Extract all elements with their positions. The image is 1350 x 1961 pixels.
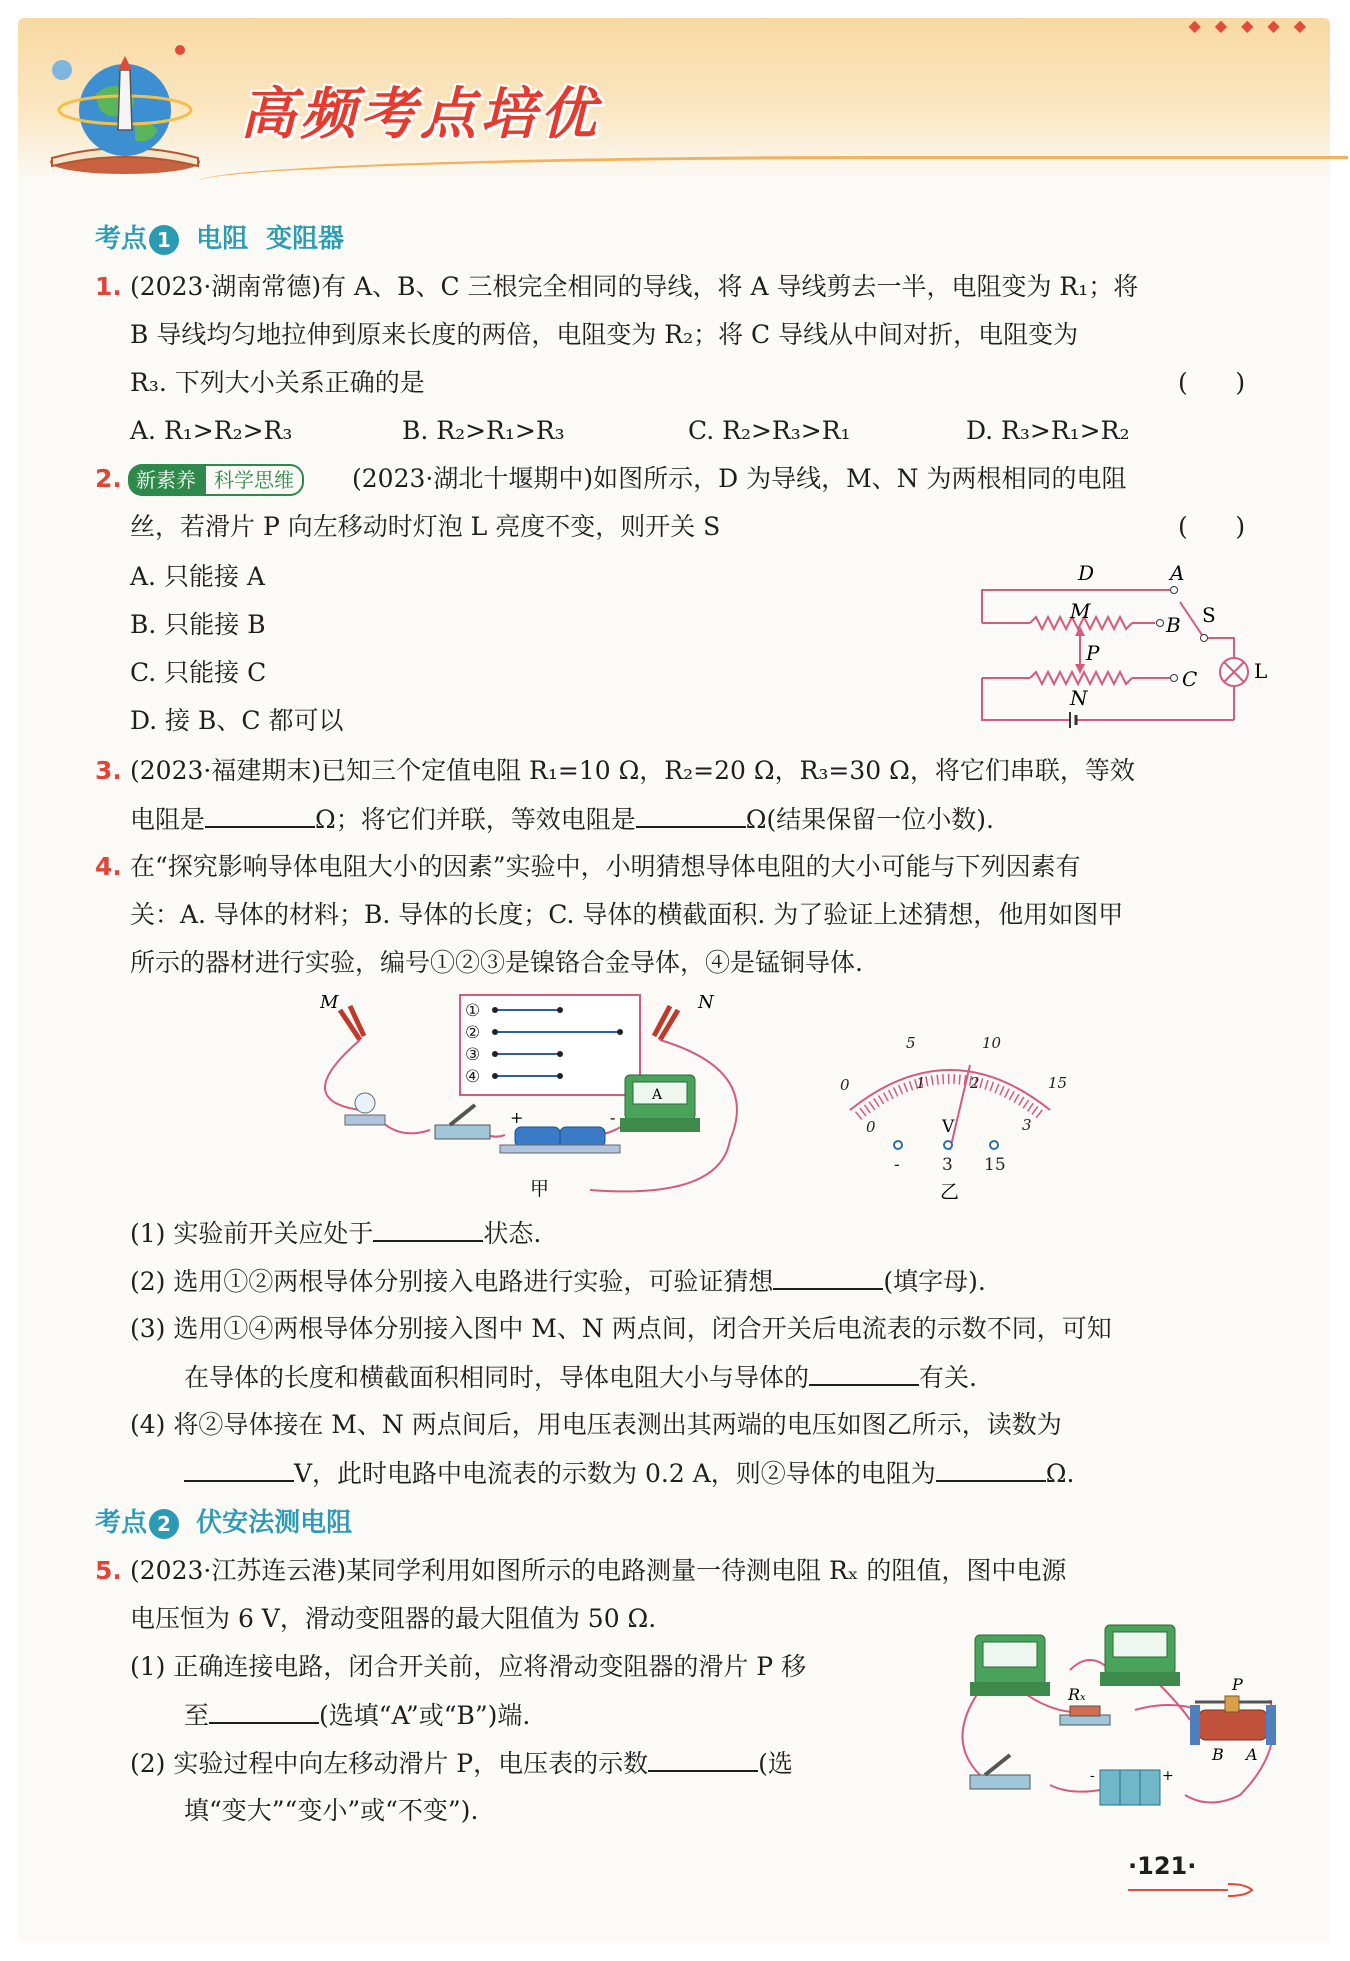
q4-sub-1 [130, 1216, 541, 1251]
q3-text: 电阻是 [130, 805, 206, 834]
q5-text: 至 [184, 1701, 210, 1730]
header-banner [18, 18, 1330, 183]
label-b: B [1166, 613, 1181, 637]
terminal-3: 3 [942, 1155, 953, 1175]
q1-line-3: R₃. 下列大小关系正确的是 [130, 368, 425, 397]
q3-text: Ω；将它们并联，等效电阻是 [315, 805, 636, 834]
q4-line-1: 在“探究影响导体电阻大小的因素”实验中，小明猜想导体电阻的大小可能与下列因素有 [130, 852, 1081, 881]
q1-option-a: A. R₁>R₂>R₃ [130, 416, 293, 445]
literacy-badge [128, 462, 304, 496]
q2-option-a: A. 只能接 A [130, 562, 265, 591]
q1-option-c: C. R₂>R₃>R₁ [688, 416, 851, 445]
q2-line-2: 丝，若滑片 P 向左移动时灯泡 L 亮度不变，则开关 S [130, 512, 721, 541]
badge-new-literacy: 新素养 [128, 464, 204, 496]
answer-blank[interactable] [209, 1698, 319, 1724]
banner-curve [198, 156, 1348, 199]
q3-line-1: (2023·福建期末)已知三个定值电阻 R₁=10 Ω，R₂=20 Ω，R₃=30 Ω，将它们串联，等效 [130, 756, 1135, 785]
scale-top-15: 15 [1048, 1074, 1068, 1092]
question-number: 1. [95, 272, 122, 301]
label-c: C [1182, 667, 1198, 691]
scale-bottom-0: 0 [866, 1118, 876, 1136]
q5-text: (选填“A”或“B”)端. [319, 1701, 531, 1730]
q3-line-2 [130, 802, 994, 837]
scale-top-0: 0 [840, 1076, 850, 1094]
q4-text: 状态. [483, 1219, 542, 1248]
q4-figure-a-circuit [320, 990, 750, 1200]
battery-minus: - [610, 1108, 616, 1127]
section-title: 伏安法测电阻 [196, 1508, 353, 1538]
answer-blank[interactable] [809, 1360, 919, 1386]
label-p: P [1232, 1675, 1243, 1694]
answer-blank[interactable] [184, 1456, 294, 1482]
label-n: N [1070, 686, 1088, 710]
scale-top-5: 5 [906, 1034, 916, 1052]
q4-text: Ω. [1045, 1459, 1075, 1488]
q5-sub-1: (1) 正确连接电路，闭合开关前，应将滑动变阻器的滑片 P 移 [130, 1652, 807, 1681]
battery-plus: + [1162, 1768, 1174, 1784]
question-number: 3. [95, 756, 122, 785]
header-title: 高频考点培优 [240, 82, 600, 147]
answer-blank[interactable] [205, 802, 315, 828]
figure-caption-a: 甲 [530, 1178, 550, 1200]
scale-top-10: 10 [982, 1034, 1002, 1052]
section-number: 2 [149, 1509, 179, 1539]
scale-bottom-1: 1 [916, 1074, 926, 1092]
label-a: A [1246, 1745, 1258, 1764]
question-number: 2. [95, 464, 122, 493]
section-number: 1 [149, 225, 179, 255]
page-number-underline [1128, 1882, 1258, 1902]
label-s: S [1202, 603, 1216, 627]
answer-paren: ( ) [1178, 512, 1246, 541]
q3-text: Ω(结果保留一位小数). [745, 805, 994, 834]
q1-line-1: (2023·湖南常德)有 A、B、C 三根完全相同的导线，将 A 导线剪去一半，电阻变为 R₁；将 [130, 272, 1139, 301]
section-heading-2 [95, 1502, 352, 1539]
q4-sub-3-cont [184, 1360, 977, 1395]
figure-caption-b: 乙 [940, 1181, 960, 1200]
section-label: 考点 [95, 1508, 148, 1538]
label-m: M [1070, 599, 1091, 623]
q4-text: (填字母). [883, 1267, 986, 1296]
terminal-minus: - [894, 1155, 900, 1175]
label-l: L [1254, 659, 1268, 683]
badge-scientific-thinking: 科学思维 [204, 464, 304, 496]
q5-line-2: 电压恒为 6 V，滑动变阻器的最大阻值为 50 Ω. [130, 1604, 657, 1633]
q2-option-c: C. 只能接 C [130, 658, 267, 687]
q4-text: (1) 实验前开关应处于 [130, 1219, 374, 1248]
q4-text: 有关. [919, 1363, 977, 1392]
q5-sub-2-cont: 填“变大”“变小”或“不变”). [184, 1796, 479, 1825]
q4-sub-4-cont [184, 1456, 1074, 1491]
battery-minus: - [1090, 1768, 1095, 1784]
label-b: B [1212, 1745, 1224, 1764]
q4-line-3: 所示的器材进行实验，编号①②③是镍铬合金导体，④是锰铜导体. [130, 948, 863, 977]
answer-paren: ( ) [1178, 368, 1246, 397]
label-n: N [698, 992, 714, 1013]
question-number: 4. [95, 852, 122, 881]
terminal-15: 15 [984, 1155, 1006, 1175]
section-label: 考点 [95, 224, 148, 254]
q4-text: V，此时电路中电流表的示数为 0.2 A，则②导体的电阻为 [294, 1459, 936, 1488]
wire-label-4: ④ [465, 1067, 481, 1087]
q5-circuit-figure [940, 1610, 1280, 1810]
answer-blank[interactable] [373, 1216, 483, 1242]
q5-text: (选 [758, 1749, 793, 1778]
q4-sub-3: (3) 选用①④两根导体分别接入图中 M、N 两点间，闭合开关后电流表的示数不同，可知 [130, 1314, 1112, 1343]
label-d: D [1078, 561, 1095, 585]
q2-circuit-diagram [970, 560, 1270, 735]
q5-sub-1-cont [184, 1698, 530, 1733]
scale-bottom-2: 2 [970, 1074, 980, 1092]
q2-option-d: D. 接 B、C 都可以 [130, 706, 344, 735]
q4-line-2: 关：A. 导体的材料；B. 导体的长度；C. 导体的横截面积. 为了验证上述猜想，他用如图甲 [130, 900, 1124, 929]
page-number: ·121· [1128, 1852, 1197, 1880]
q5-line-1: (2023·江苏连云港)某同学利用如图所示的电路测量一待测电阻 Rₓ 的阻值，图中电源 [130, 1556, 1067, 1585]
q5-sub-2 [130, 1746, 793, 1781]
q4-figure-b-voltmeter [830, 1020, 1080, 1200]
q4-text: (2) 选用①②两根导体分别接入电路进行实验，可验证猜想 [130, 1267, 774, 1296]
q2-line-1: (2023·湖北十堰期中)如图所示，D 为导线，M、N 为两根相同的电阻 [352, 464, 1127, 493]
section-title: 电阻 变阻器 [196, 224, 345, 254]
question-number: 5. [95, 1556, 122, 1585]
voltmeter-unit: V [942, 1117, 955, 1137]
q4-sub-4: (4) 将②导体接在 M、N 两点间后，用电压表测出其两端的电压如图乙所示，读数为 [130, 1410, 1062, 1439]
scale-bottom-3: 3 [1022, 1116, 1032, 1134]
wire-label-3: ③ [465, 1045, 481, 1065]
battery-plus: + [510, 1108, 524, 1127]
q1-line-2: B 导线均匀地拉伸到原来长度的两倍，电阻变为 R₂；将 C 导线从中间对折，电阻变为 [130, 320, 1079, 349]
label-a: A [1170, 561, 1185, 585]
label-m: M [320, 992, 339, 1013]
answer-blank[interactable] [648, 1746, 758, 1772]
answer-blank[interactable] [636, 802, 746, 828]
label-rx: Rₓ [1068, 1685, 1086, 1704]
banner-decoration: ◆◆◆◆◆ [1188, 16, 1320, 35]
q4-text: 在导体的长度和横截面积相同时，导体电阻大小与导体的 [184, 1363, 810, 1392]
q4-sub-2 [130, 1264, 986, 1299]
q1-option-d: D. R₃>R₁>R₂ [966, 416, 1130, 445]
q2-option-b: B. 只能接 B [130, 610, 266, 639]
section-heading-1 [95, 218, 344, 255]
wire-label-1: ① [465, 1001, 481, 1021]
label-p: P [1086, 641, 1100, 665]
globe-book-icon [40, 30, 210, 180]
answer-blank[interactable] [773, 1264, 883, 1290]
answer-blank[interactable] [936, 1456, 1046, 1482]
wire-label-2: ② [465, 1023, 481, 1043]
q1-option-b: B. R₂>R₁>R₃ [402, 416, 565, 445]
q5-text: (2) 实验过程中向左移动滑片 P，电压表的示数 [130, 1749, 649, 1778]
ammeter-label: A [652, 1087, 663, 1103]
